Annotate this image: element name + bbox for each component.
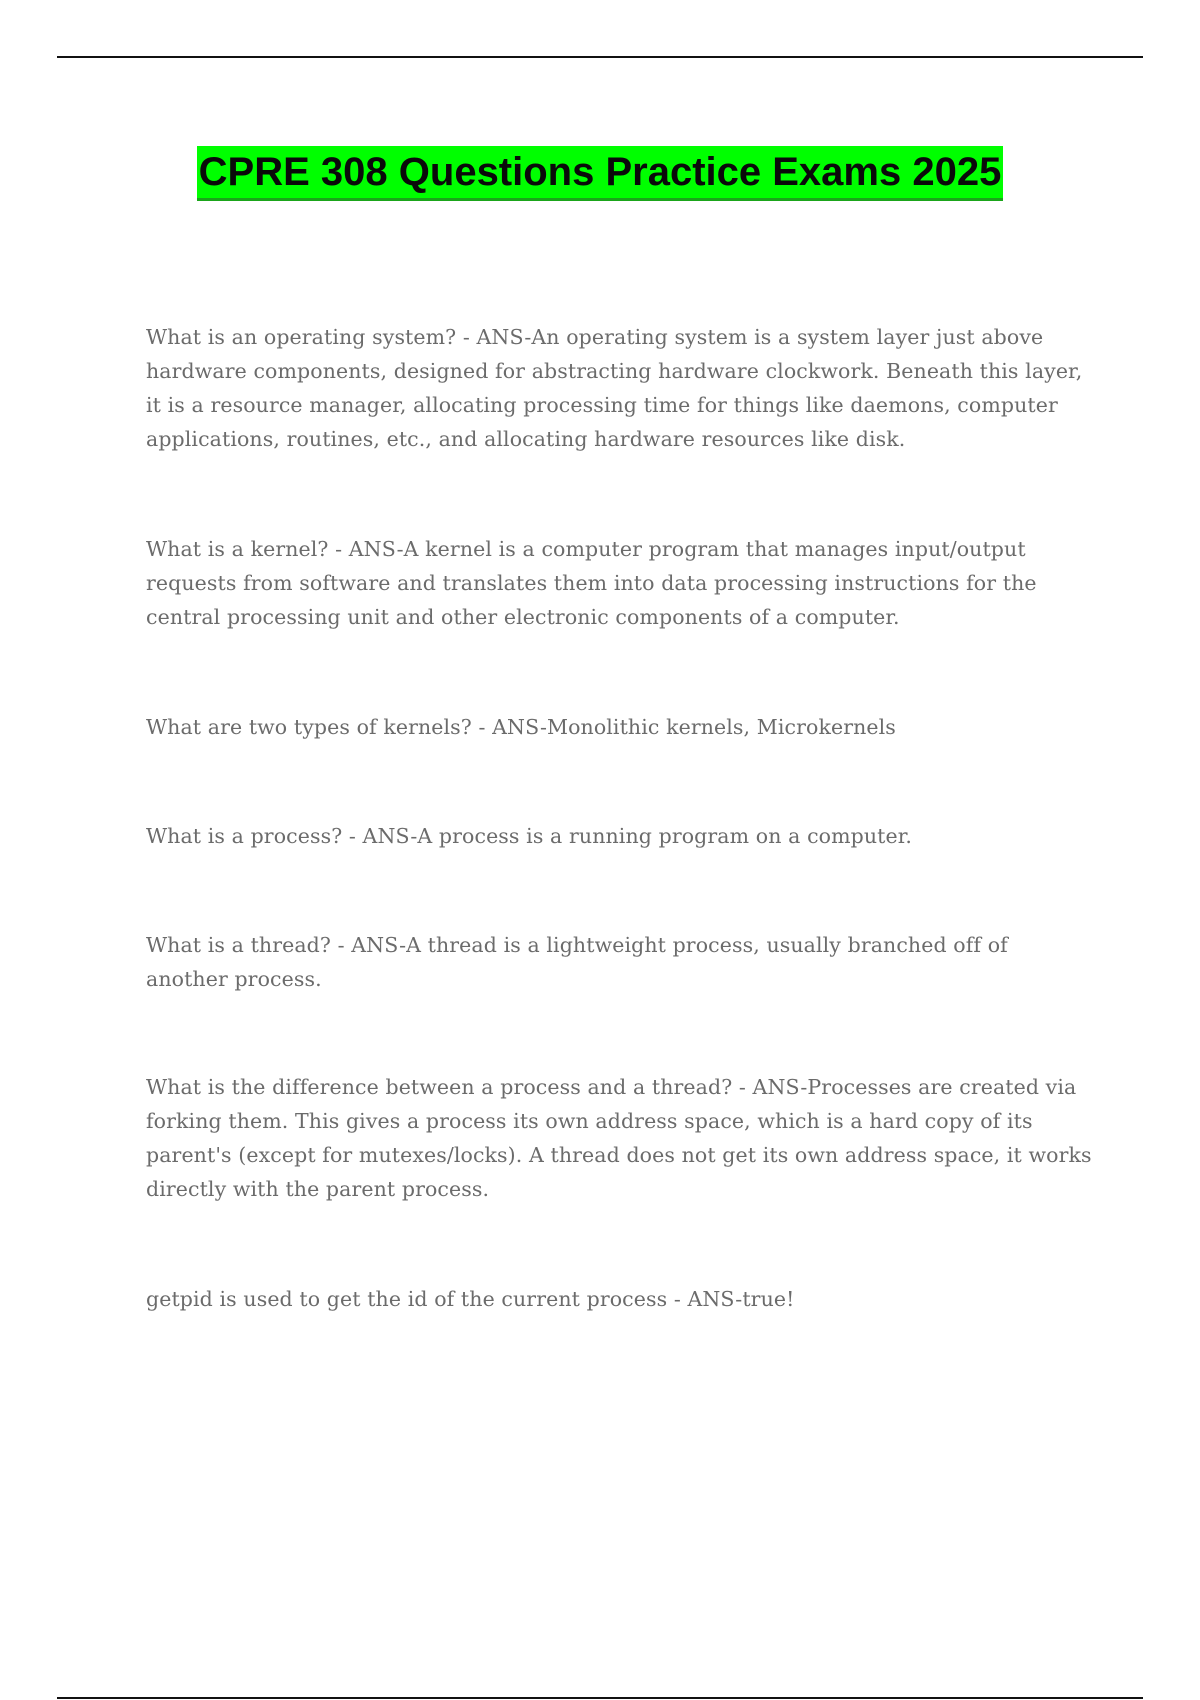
qa-item-process: What is a process? - ANS-A process is a running program on a computer. xyxy=(146,824,912,848)
qa-item-getpid: getpid is used to get the id of the current process - ANS-true! xyxy=(146,1287,795,1311)
bottom-rule xyxy=(57,1697,1143,1699)
qa-item-kernel-types: What are two types of kernels? - ANS-Monolithic kernels, Microkernels xyxy=(146,715,896,739)
document-title: CPRE 308 Questions Practice Exams 2025 xyxy=(197,146,1004,201)
qa-item-kernel: What is a kernel? - ANS-A kernel is a computer program that manages input/output requests from software and translates them into data processing instructions for the central processing unit and other electronic components of a computer. xyxy=(146,537,1037,629)
qa-item-thread: What is a thread? - ANS-A thread is a lightweight process, usually branched off of another process. xyxy=(146,933,1008,991)
qa-item-process-vs-thread: What is the difference between a process and a thread? - ANS-Processes are created via forking them. This gives a process its own address space, which is a hard copy of its parent's (except for mutexes/locks). A thread does not get its own address space, it works directly with the parent process. xyxy=(146,1075,1092,1201)
title-container xyxy=(0,146,1200,201)
top-rule xyxy=(57,56,1143,58)
qa-item-operating-system: What is an operating system? - ANS-An operating system is a system layer just above hardware components, designed for abstracting hardware clockwork. Beneath this layer, it is a resource manager, allocating processing time for things like daemons, computer applications, routines, etc., and allocating hardware resources like disk. xyxy=(146,325,1083,451)
